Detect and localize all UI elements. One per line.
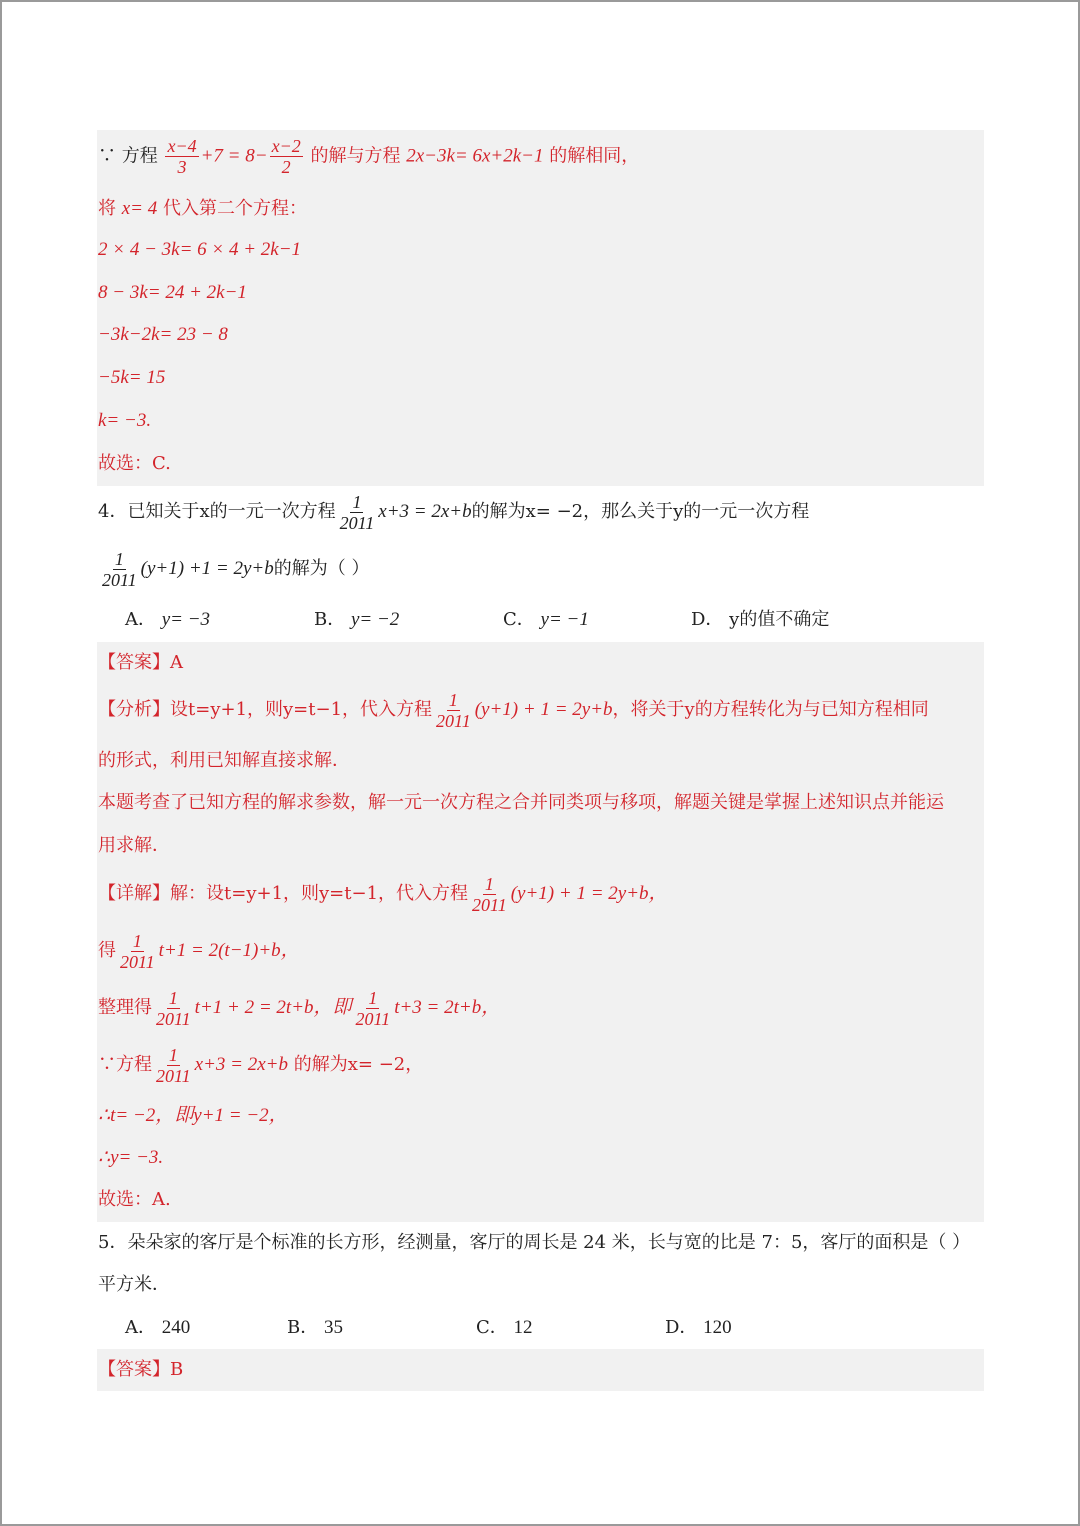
q5-answer: 【答案】B xyxy=(98,1359,184,1380)
q4-detail-line-1: 【详解】解：设t=y+1，则y=t−1，代入方程 $\frac{1}{2011}$ (y+1) + 1 = 2y+b， xyxy=(98,873,668,915)
q3-solution-block xyxy=(97,130,984,486)
q5-answer-block xyxy=(97,1349,984,1391)
q4-note-line-2: 用求解． xyxy=(98,835,170,856)
q3-step-2: 8 − 3k= 24 + 2k−1 xyxy=(98,282,247,303)
q4-option-d: D． y的值不确定 xyxy=(691,609,830,630)
q4-note-line-1: 本题考查了已知方程的解求参数，解一元一次方程之合并同类项与移项，解题关键是掌握上述知识点并能运 xyxy=(98,792,944,813)
fraction: $\frac{1}{2011}$ xyxy=(102,548,137,590)
q3-step-3: −3k−2k= 23 − 8 xyxy=(98,324,228,345)
q3-step-4: −5k= 15 xyxy=(98,367,166,388)
fraction: $\frac{x-4}{3}$ xyxy=(167,136,197,177)
q5-option-c: C． 12 xyxy=(476,1317,533,1338)
q5-option-d: D． 120 xyxy=(665,1317,732,1338)
q4-analysis-line-2: 的形式，利用已知解直接求解． xyxy=(98,750,350,771)
q4-option-a: A． y= −3 xyxy=(125,609,211,630)
q5-option-a: A． 240 xyxy=(125,1317,191,1338)
q5-option-b: B． 35 xyxy=(287,1317,343,1338)
q4-detail-line-3: 整理得 $\frac{1}{2011}$ t+1 + 2 = 2t+b，即 $\frac{1}{2011}$ t+3 = 2t+b， xyxy=(98,987,501,1029)
q3-solution-line-2: 将 x= 4 代入第二个方程： xyxy=(98,198,307,219)
q5-question-line-2: 平方米． xyxy=(98,1274,170,1295)
q4-question-line-1: 4．已知关于x的一元一次方程 $\frac{1}{2011}$ x+3 = 2x+b的解为x= −2，那么关于y的一元一次方程 xyxy=(98,491,810,533)
q3-solution-line-1: ∵ 方程 $\frac{x-4}{3}$ +7 = 8− $\frac{x-2}{2}$ 的解与方程 2x−3k= 6x+2k−1 的解相同， xyxy=(98,136,640,177)
fraction: $\frac{1}{2011}$ xyxy=(339,491,375,533)
fraction: $\frac{1}{2011}$ xyxy=(355,987,391,1029)
q4-detail-line-5: ∴t= −2，即y+1 = −2， xyxy=(98,1105,288,1126)
q4-answer: 【答案】A xyxy=(98,652,183,673)
q4-detail-line-4: ∵方程 $\frac{1}{2011}$ x+3 = 2x+b 的解为x= −2， xyxy=(98,1044,424,1086)
fraction: $\frac{x-2}{2}$ xyxy=(271,136,301,177)
q5-question-line-1: 5．朵朵家的客厅是个标准的长方形，经测量，客厅的周长是 24 米，长与宽的比是 7：5，客厅的面积是（ ） xyxy=(98,1232,971,1253)
fraction: $\frac{1}{2011}$ xyxy=(436,689,471,731)
fraction: $\frac{1}{2011}$ xyxy=(472,873,507,915)
q3-step-5: k= −3. xyxy=(98,410,152,431)
q4-choice: 故选：A. xyxy=(98,1189,171,1210)
q4-question-line-2: $\frac{1}{2011}$ (y+1) +1 = 2y+b的解为（ ） xyxy=(102,548,370,590)
q4-detail-line-6: ∴y= −3. xyxy=(98,1147,164,1168)
fraction: $\frac{1}{2011}$ xyxy=(156,1044,191,1086)
q4-option-b: B． y= −2 xyxy=(314,609,400,630)
q4-detail-line-2: 得 $\frac{1}{2011}$ t+1 = 2(t−1)+b， xyxy=(98,930,300,972)
q3-choice: 故选：C. xyxy=(98,453,171,474)
q4-option-c: C． y= −1 xyxy=(503,609,589,630)
fraction: $\frac{1}{2011}$ xyxy=(120,930,155,972)
q3-step-1: 2 × 4 − 3k= 6 × 4 + 2k−1 xyxy=(98,239,302,260)
fraction: $\frac{1}{2011}$ xyxy=(156,987,191,1029)
q4-analysis-line-1: 【分析】设t=y+1，则y=t−1，代入方程 $\frac{1}{2011}$ (y+1) + 1 = 2y+b，将关于y的方程转化为与已知方程相同 xyxy=(98,689,929,731)
